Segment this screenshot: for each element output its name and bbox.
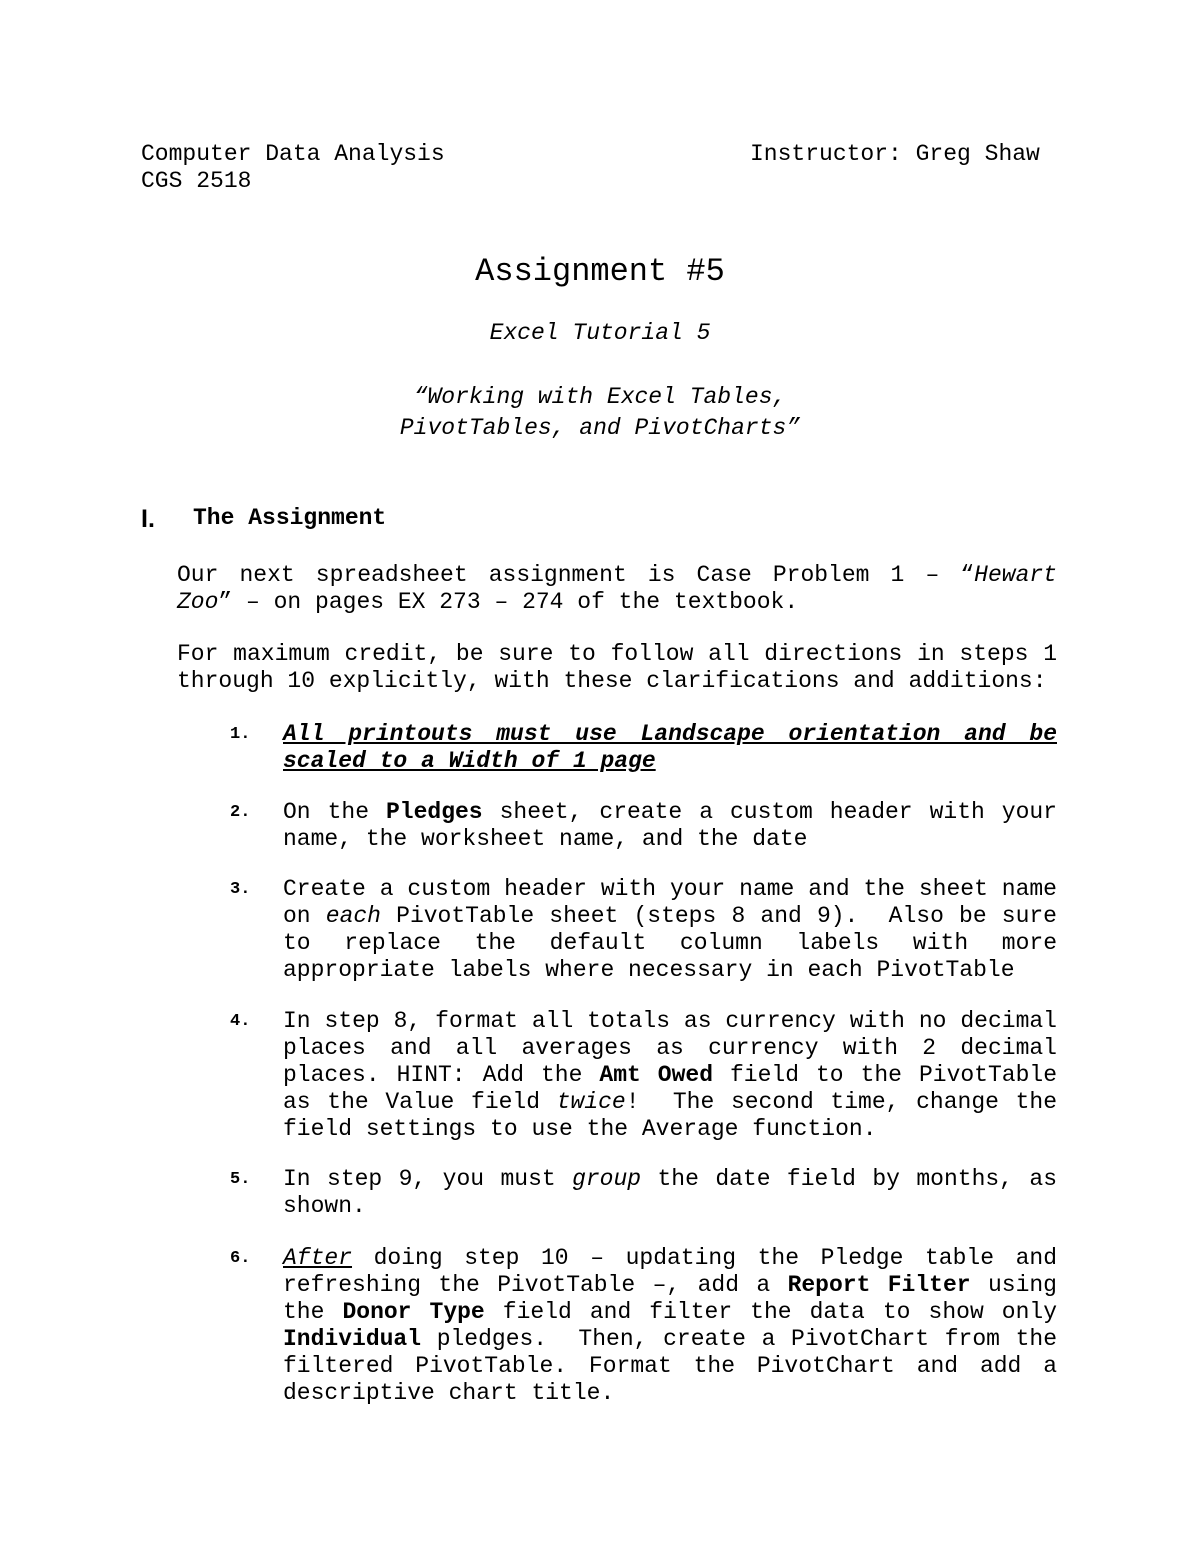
- subtitle-line-2: PivotTables, and PivotCharts”: [399, 415, 801, 441]
- assignment-subtitle: [0, 382, 1200, 444]
- directions-line-1: For maximum credit, be sure to follow all directions in steps 1: [177, 641, 1057, 667]
- case-name-part-1: Hewart: [974, 562, 1057, 588]
- item-number: 5.: [230, 1170, 251, 1189]
- case-name-part-2: Zoo: [177, 589, 219, 615]
- subtitle-line-1: “Working with Excel Tables,: [413, 384, 787, 410]
- intro-line-2: Zoo” – on pages EX 273 – 274 of the textbook.: [177, 589, 799, 615]
- assignment-title: Assignment #5: [475, 253, 725, 290]
- item-text: After doing step 10 – updating the Pledge table and refreshing the PivotTable –, add a Report Filter using the Donor Type field and filter the data to show only Individual pledges. Then, create a PivotChart from the filtered PivotTable. Format the PivotChart and add a descriptive chart title.: [283, 1245, 1058, 1406]
- item-number: 2.: [230, 803, 251, 822]
- tutorial-label: Excel Tutorial 5: [489, 320, 711, 346]
- instructor-name: Instructor: Greg Shaw: [750, 141, 1040, 167]
- intro-line-1: Our next spreadsheet assignment is Case Problem 1 – “Hewart: [177, 562, 1057, 588]
- item-number: 1.: [230, 725, 251, 744]
- item-number: 6.: [230, 1249, 251, 1268]
- directions-line-2: through 10 explicitly, with these clarifications and additions:: [177, 668, 1047, 694]
- course-code: CGS 2518: [141, 168, 252, 194]
- item-text: Create a custom header with your name and the sheet name on each PivotTable sheet (steps 8 and 9). Also be sure to replace the default column labels with more appropriate labels where necessary in each PivotTable: [283, 876, 1057, 983]
- section-numeral: I.: [141, 505, 155, 533]
- item-text: In step 8, format all totals as currency with no decimal places and all averages as currency with 2 decimal places. HINT: Add the Amt Owed field to the PivotTable as the Value field twice! The second time, change the field settings to use the Average function.: [283, 1008, 1057, 1142]
- item-number: 4.: [230, 1012, 251, 1031]
- item-text: In step 9, you must group the date field by months, as shown.: [283, 1166, 1057, 1219]
- course-name: Computer Data Analysis: [141, 141, 445, 167]
- directions-paragraph: [177, 641, 1057, 695]
- intro-paragraph: [177, 562, 1057, 616]
- section-title: The Assignment: [193, 505, 387, 531]
- item-text: All printouts must use Landscape orientation and be scaled to a Width of 1 page: [283, 721, 1057, 774]
- item-text: On the Pledges sheet, create a custom header with your name, the worksheet name, and the date: [283, 799, 1057, 852]
- item-number: 3.: [230, 880, 251, 899]
